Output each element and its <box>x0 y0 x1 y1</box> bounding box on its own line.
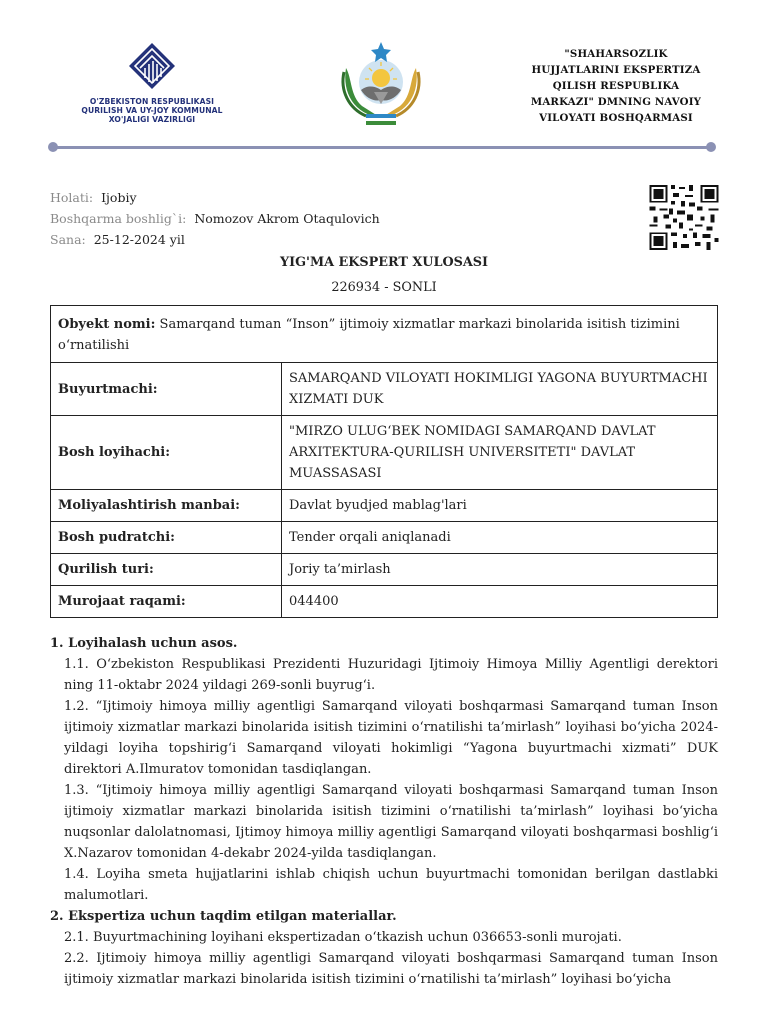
row-label: Murojaat raqami: <box>51 586 282 618</box>
ministry-line-3: XO'JALIGI VAZIRLIGI <box>108 115 196 124</box>
document-number: 226934 - SONLI <box>331 280 437 295</box>
org-line-1: "SHAHARSOZLIK <box>564 48 668 60</box>
head-label: Boshqarma boshlig`i: <box>50 211 187 226</box>
status-value: Ijobiy <box>101 190 137 205</box>
date-row <box>50 232 185 248</box>
state-emblem-icon <box>336 38 426 130</box>
object-cell <box>51 306 718 363</box>
object-label: Obyekt nomi: <box>58 317 156 332</box>
head-value: Nomozov Akrom Otaqulovich <box>194 211 380 226</box>
section-1-heading: 1. Loyihalash uchun asos. <box>50 636 238 651</box>
table-row <box>51 586 718 618</box>
row-label: Buyurtmachi: <box>51 363 282 416</box>
org-line-5: VILOYATI BOSHQARMASI <box>539 112 693 124</box>
row-label: Qurilish turi: <box>51 554 282 586</box>
status-label: Holati: <box>50 190 94 205</box>
object-value: Samarqand tuman “Inson” ijtimoiy xizmatlar markazi binolarida isitish tizimini o‘rnatilishi <box>58 317 680 353</box>
paragraph-1-4: 1.4. Loyiha smeta hujjatlarini ishlab chiqish uchun buyurtmachi tomonidan berilgan dastlabki malumotlari. <box>64 867 718 903</box>
head-row <box>50 211 380 227</box>
section-2-heading: 2. Ekspertiza uchun taqdim etilgan materiallar. <box>50 909 397 924</box>
header-divider <box>52 146 712 149</box>
paragraph-1-1: 1.1. O‘zbekiston Respublikasi Prezidenti Huzuridagi Ijtimoiy Himoya Milliy Agentligi derektori ning 11-oktabr 2024 yildagi 269-sonli buyrug‘i. <box>64 657 718 693</box>
document-title: YIG'MA EKSPERT XULOSASI <box>279 255 489 270</box>
document-body <box>50 633 718 990</box>
row-value: "MIRZO ULUG‘BEK NOMIDAGI SAMARQAND DAVLAT ARXITEKTURA-QURILISH UNIVERSITETI" DAVLAT MUASSASASI <box>282 416 718 490</box>
paragraph-1-2: 1.2. “Ijtimoiy himoya milliy agentligi Samarqand viloyati boshqarmasi Samarqand tuman Inson ijtimoiy xizmatlar markazi binolarida isitish tizimini o‘rnatilishi ta’mirlash” loyihasi bo‘yicha 2024-yildagi loyiha topshirig‘i Samarqand viloyati hokimligi “Yagona buyurtmachi xizmati” DUK direktori A.Ilmuratov tomonidan tasdiqlangan. <box>64 699 718 777</box>
table-row <box>51 554 718 586</box>
org-line-4: MARKAZI" DMNING NAVOIY <box>530 96 702 108</box>
table-row <box>51 416 718 490</box>
paragraph-2-2: 2.2. Ijtimoiy himoya milliy agentligi Samarqand viloyati boshqarmasi Samarqand tuman Inson ijtimoiy xizmatlar markazi binolarida isitish tizimini o‘rnatilishi ta’mirlash” loyihasi bo‘yicha <box>64 951 718 987</box>
organization-name <box>520 46 712 126</box>
row-value: 044400 <box>282 586 718 618</box>
date-label: Sana: <box>50 232 86 247</box>
row-label: Moliyalashtirish manbai: <box>51 490 282 522</box>
row-label: Bosh pudratchi: <box>51 522 282 554</box>
table-row-object <box>51 306 718 363</box>
row-value: SAMARQAND VILOYATI HOKIMLIGI YAGONA BUYURTMACHI XIZMATI DUK <box>282 363 718 416</box>
divider-dot-right <box>706 142 716 152</box>
row-label: Bosh loyihachi: <box>51 416 282 490</box>
paragraph-1-3: 1.3. “Ijtimoiy himoya milliy agentligi Samarqand viloyati boshqarmasi Samarqand tuman Inson ijtimoiy xizmatlar markazi binolarida isitish tizimini o‘rnatilishi ta’mirlash” loyihasi bo‘yicha nuqsonlar dalolatnomasi, Ijtimoy himoya milliy agentligi Samarqand viloyati boshqarmasi boshlig‘i X.Nazarov tomonidan 4-dekabr 2024-yilda tasdiqlangan. <box>64 783 718 861</box>
paragraph-2-1: 2.1. Buyurtmachining loyihani ekspertizadan o‘tkazish uchun 036653-sonli murojati. <box>64 930 622 945</box>
row-value: Tender orqali aniqlanadi <box>282 522 718 554</box>
ministry-line-1: O'ZBEKISTON RESPUBLIKASI <box>89 97 215 106</box>
table-row <box>51 490 718 522</box>
row-value: Davlat byudjed mablag'lari <box>282 490 718 522</box>
row-value: Joriy ta’mirlash <box>282 554 718 586</box>
org-line-3: QILISH RESPUBLIKA <box>552 80 680 92</box>
org-line-2: HUJJATLARINI EKSPERTIZA <box>531 64 701 76</box>
divider-dot-left <box>48 142 58 152</box>
ministry-line-2: QURILISH VA UY-JOY KOMMUNAL <box>81 106 223 115</box>
project-info-table <box>50 305 718 618</box>
table-row <box>51 363 718 416</box>
ministry-name <box>62 97 242 124</box>
status-row <box>50 190 137 206</box>
ministry-logo-icon <box>128 42 176 90</box>
qr-code-icon[interactable] <box>649 185 719 250</box>
date-value: 25-12-2024 yil <box>93 232 185 247</box>
table-row <box>51 522 718 554</box>
